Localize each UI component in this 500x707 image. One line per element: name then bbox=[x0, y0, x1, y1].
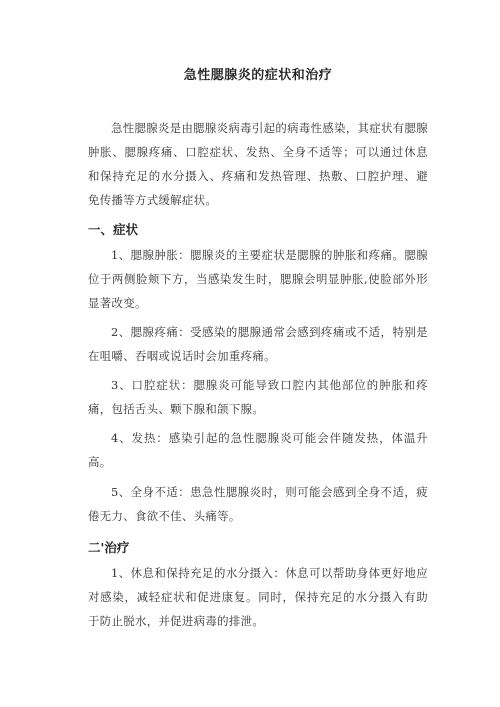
treatment-item: 1、休息和保持充足的水分摄入：休息可以帮助身体更好地应对感染，减轻症状和促进康复。同时，保持充足的水分摄入有助于防止脱水，并促进病毒的排泄。 bbox=[88, 566, 428, 628]
document-title: 急性腮腺炎的症状和治疗 bbox=[183, 68, 333, 83]
intro-paragraph: 急性腮腺炎是由腮腺炎病毒引起的病毒性感染，其症状有腮腺肿胀、腮腺疼痛、口腔症状、发热、全身不适等；可以通过休息和保持充足的水分摄入、疼痛和发热管理、热敷、口腔护理、避免传播等方式缓解症状。 bbox=[88, 121, 428, 207]
symptom-item: 5、全身不适：患急性腮腺炎时，则可能会感到全身不适，疲倦无力、食欲不佳、头痛等。 bbox=[88, 485, 428, 523]
symptom-item: 3、口腔症状：腮腺炎可能导致口腔内其他部位的肿胀和疼痛，包括舌头、颗下腺和颌下腺。 bbox=[88, 378, 428, 416]
symptom-item: 1、腮腺肿胀：腮腺炎的主要症状是腮腺的肿胀和疼痛。腮腺位于两侧脸颊下方，当感染发生时，腮腺会明显肿胀,使脸部外形显著改变。 bbox=[88, 248, 428, 310]
symptom-item: 2、腮腺疼痛：受感染的腮腺通常会感到疼痛或不适，特别是在咀嚼、吞咽或说话时会加重疼痛。 bbox=[88, 325, 428, 363]
section-heading-symptoms: 一、症状 bbox=[88, 222, 139, 237]
symptom-item: 4、发热：感染引起的急性腮腺炎可能会伴随发热，体温升高。 bbox=[88, 431, 428, 469]
section-heading-treatment: 二'治疗 bbox=[88, 540, 130, 555]
